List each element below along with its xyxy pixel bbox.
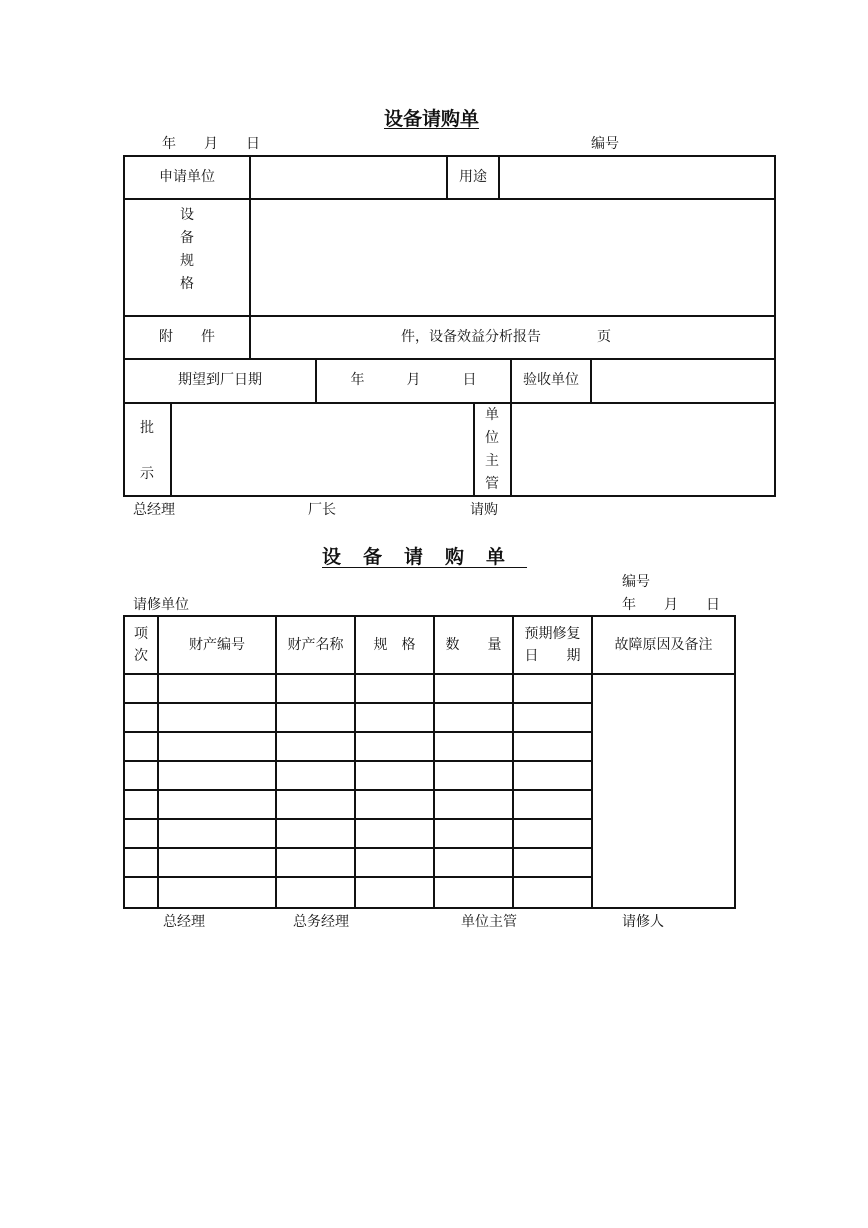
form2-hline (124, 731, 592, 733)
acceptance-unit-label: 验收单位 (523, 372, 579, 389)
spec-char: 备 (180, 230, 194, 246)
approval-field[interactable] (172, 404, 473, 495)
purpose-label: 用途 (459, 168, 487, 185)
col-header-quantity: 数 量 (445, 636, 502, 653)
approval-char: 示 (140, 466, 154, 482)
col-header-asset-number: 财产编号 (189, 636, 245, 653)
col-header-fault-reason: 故障原因及备注 (614, 636, 713, 653)
expected-date-field[interactable]: 年 月 日 (350, 372, 477, 389)
form1-number-label: 编号 (591, 136, 619, 152)
form2-hline (124, 760, 592, 762)
form1-vline (473, 402, 475, 496)
form2-title: 设备请购单 (322, 546, 528, 568)
form2-footer-general-manager: 总经理 (163, 914, 205, 930)
form1-footer-requester: 请购 (470, 502, 498, 518)
form1-date-label: 年 月 日 (162, 136, 260, 152)
expected-date-label: 期望到厂日期 (178, 372, 262, 389)
spec-char: 格 (180, 276, 194, 292)
form2-hline (124, 702, 592, 704)
form2-repair-unit-label: 请修单位 (133, 597, 189, 613)
form2-footer-repair-requester: 请修人 (622, 914, 664, 930)
approval-char: 批 (140, 420, 154, 436)
col-header-expected-repair-date: 预期修复 日 期 (524, 625, 581, 664)
unit-head-field[interactable] (512, 404, 774, 495)
form2-hline (124, 876, 592, 878)
approval-char (135, 440, 159, 463)
col-header-spec: 规 格 (373, 636, 416, 653)
form1-footer-general-manager: 总经理 (133, 502, 175, 518)
attachment-label: 附 件 (159, 328, 215, 345)
purpose-field[interactable] (500, 157, 774, 198)
approval-label (135, 417, 159, 486)
fault-reason-field[interactable] (593, 675, 734, 906)
form1-title: 设备请购单 (384, 108, 480, 130)
acceptance-unit-field[interactable] (592, 360, 774, 402)
form2-date-label: 年 月 日 (622, 597, 720, 613)
unit-head-char: 位 (485, 430, 499, 446)
form1-footer-factory-head: 厂长 (308, 502, 336, 518)
unit-head-char: 管 (485, 476, 499, 492)
unit-head-label (480, 404, 504, 496)
col-header-asset-name: 财产名称 (287, 636, 344, 653)
applicant-unit-label: 申请单位 (159, 168, 215, 185)
spec-label (175, 204, 199, 296)
unit-head-char: 主 (485, 453, 499, 469)
form2-footer-unit-head: 单位主管 (461, 914, 517, 930)
applicant-unit-field[interactable] (251, 157, 446, 198)
unit-head-char: 单 (485, 407, 499, 423)
form2-hline (124, 818, 592, 820)
form2-hline (124, 789, 592, 791)
col-header-item-no: 项 次 (134, 625, 148, 664)
attachment-text[interactable]: 件，设备效益分析报告 页 (401, 328, 611, 345)
form2-number-label: 编号 (622, 574, 650, 590)
spec-char: 设 (180, 207, 194, 223)
spec-char: 规 (180, 253, 194, 269)
form2-hline (124, 847, 592, 849)
form2-footer-general-affairs-manager: 总务经理 (293, 914, 349, 930)
spec-field[interactable] (251, 200, 774, 315)
